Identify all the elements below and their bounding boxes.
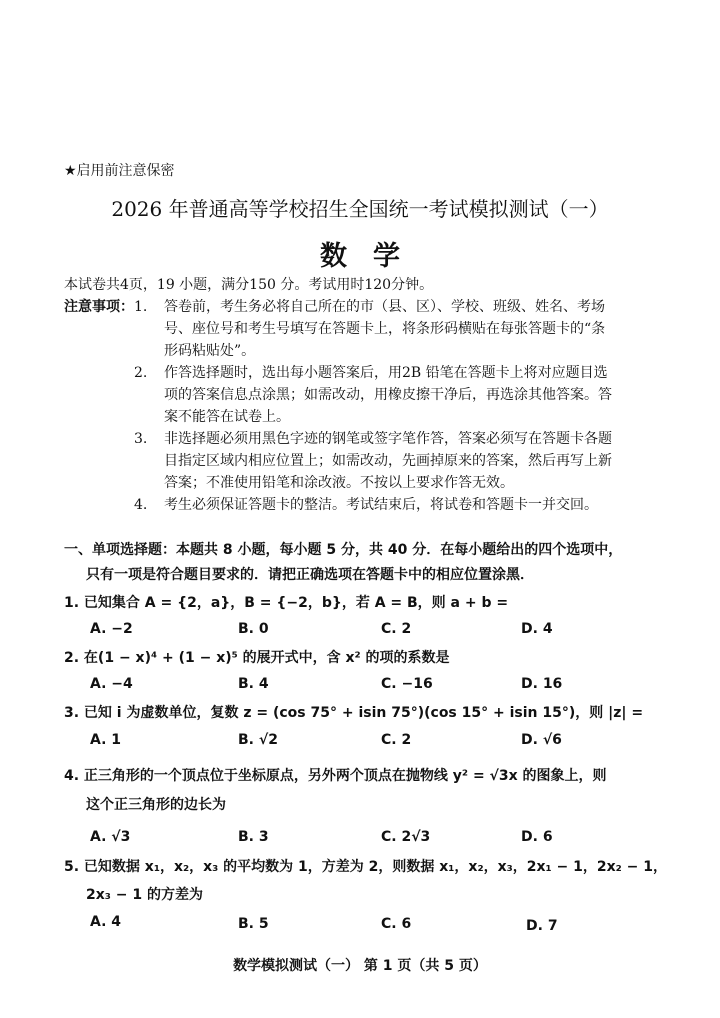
option-a: A. 4 (90, 914, 122, 930)
question-stem: 3. 已知 i 为虚数单位，复数 z = (cos 75° + isin 75°)(cos 15° + isin 15°)，则 |z| = (64, 705, 644, 721)
notice-label: 注意事项： (64, 299, 134, 315)
option-d: D. 7 (526, 918, 558, 934)
question-stem: 2. 在(1 − x)⁴ + (1 − x)⁵ 的展开式中，含 x² 的项的系数是 (64, 650, 450, 666)
option-b: B. 0 (238, 621, 269, 637)
option-b: B. 5 (238, 916, 269, 932)
notice-item-number: 4. (134, 497, 148, 513)
option-c: C. 2 (381, 621, 412, 637)
option-a: A. √3 (90, 829, 131, 845)
exam-title: 2026 年普通高等学校招生全国统一考试模拟测试（一） (111, 197, 609, 221)
option-c: C. −16 (381, 676, 433, 692)
option-d: D. 6 (521, 829, 553, 845)
option-c: C. 6 (381, 916, 412, 932)
notice-item-number: 2. (134, 365, 148, 381)
notice-item-text: 作答选择题时，选出每小题答案后，用2B 铅笔在答题卡上将对应题目选项的答案信息点涂黑；如需改动，用橡皮擦干净后，再选涂其他答案。答案不能答在试卷上。 (164, 365, 612, 425)
notice-item-text: 非选择题必须用黑色字迹的钢笔或签字笔作答，答案必须写在答题卡各题目指定区域内相应位置上；如需改动，先画掉原来的答案，然后再写上新答案；不准使用铅笔和涂改液。不按以上要求作答无效。 (164, 431, 612, 491)
option-b: B. 3 (238, 829, 269, 845)
question-stem-continued: 2x₃ − 1 的方差为 (86, 887, 203, 903)
notice-item-text: 考生必须保证答题卡的整洁。考试结束后，将试卷和答题卡一并交回。 (164, 497, 598, 513)
subject-title: 数学 (320, 241, 426, 272)
confidential-mark: ★启用前注意保密 (64, 163, 175, 179)
option-a: A. −2 (90, 621, 133, 637)
notice-item-number: 3. (134, 431, 148, 447)
option-b: B. 4 (238, 676, 269, 692)
question-stem: 5. 已知数据 x₁，x₂，x₃ 的平均数为 1，方差为 2，则数据 x₁，x₂，x₃，2x₁ − 1，2x₂ − 1， (64, 859, 668, 875)
option-d: D. √6 (521, 732, 562, 748)
option-a: A. 1 (90, 732, 122, 748)
option-c: C. 2√3 (381, 829, 431, 845)
section-heading: 一、单项选择题：本题共 8 小题，每小题 5 分，共 40 分．在每小题给出的四个选项中， (64, 542, 623, 558)
option-a: A. −4 (90, 676, 133, 692)
question-stem-continued: 这个正三角形的边长为 (86, 797, 226, 813)
page-footer: 数学模拟测试（一） 第 1 页（共 5 页） (233, 958, 487, 974)
option-d: D. 4 (521, 621, 553, 637)
question-stem: 4. 正三角形的一个顶点位于坐标原点，另外两个顶点在抛物线 y² = √3x 的图象上，则 (64, 768, 607, 784)
notice-item-text: 答卷前，考生务必将自己所在的市（县、区）、学校、班级、姓名、考场号、座位号和考生号填写在答题卡上，将条形码横贴在每张答题卡的“条形码粘贴处”。 (164, 299, 606, 359)
notice-item-number: 1. (134, 299, 148, 315)
option-d: D. 16 (521, 676, 563, 692)
section-heading-line2: 只有一项是符合题目要求的．请把正确选项在答题卡中的相应位置涂黑． (86, 567, 534, 583)
option-c: C. 2 (381, 732, 412, 748)
exam-intro: 本试卷共4页，19 小题，满分150 分。考试用时120分钟。 (64, 277, 434, 293)
question-stem: 1. 已知集合 A = {2，a}，B = {−2，b}，若 A = B，则 a + b = (64, 595, 509, 611)
option-b: B. √2 (238, 732, 278, 748)
